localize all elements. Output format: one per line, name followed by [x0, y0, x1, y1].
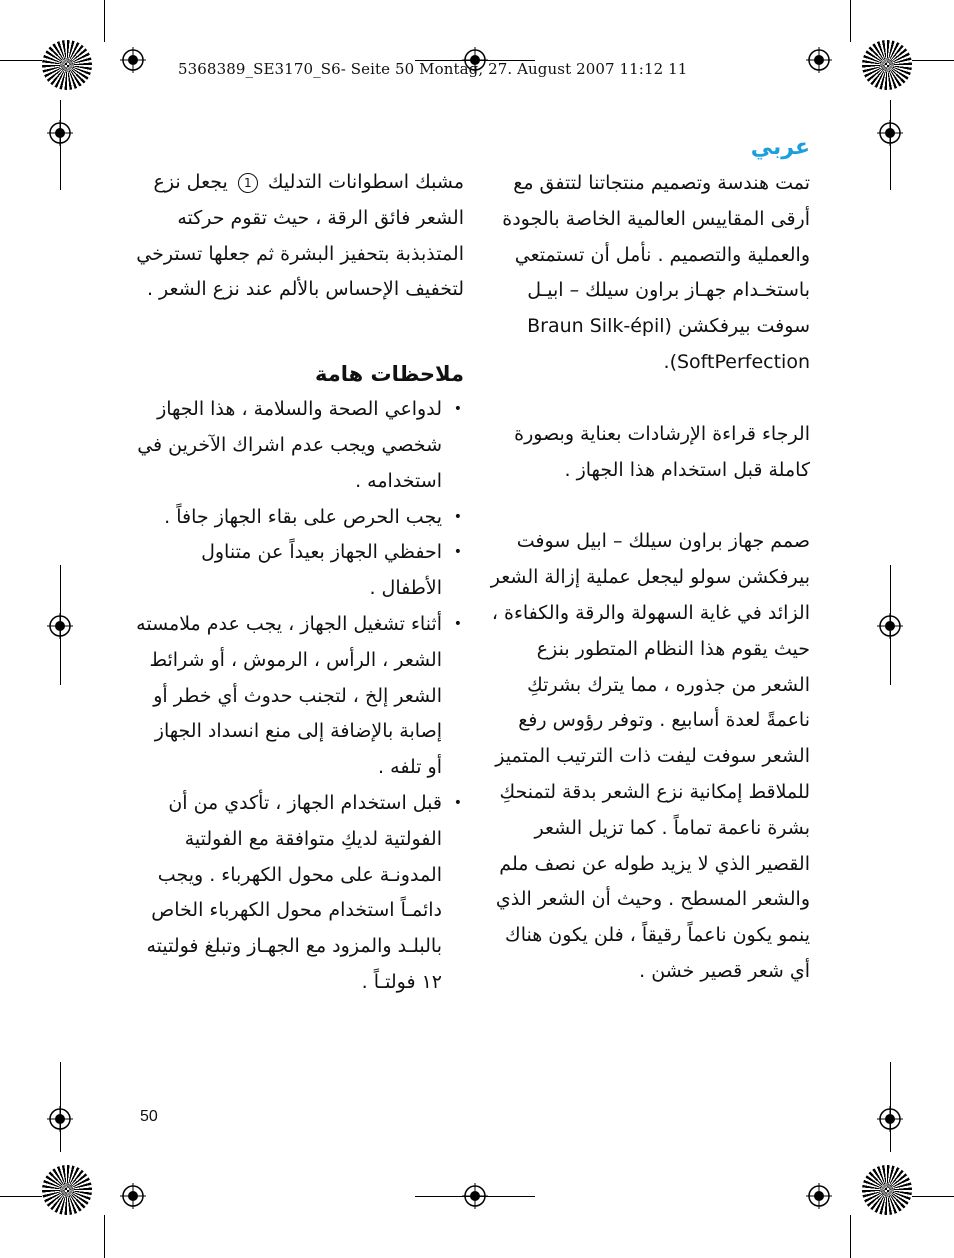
important-notes-heading: ملاحظات هامة	[314, 362, 464, 387]
page-number: 50	[140, 1108, 158, 1125]
crop-mark-top-right-vertical	[850, 0, 851, 42]
right-text-column	[490, 130, 810, 990]
list-item	[136, 392, 464, 499]
registration-mark-icon	[877, 1106, 903, 1132]
language-title: عربي	[750, 135, 810, 160]
starburst-target-icon	[42, 40, 92, 90]
callout-number-marker: 1	[238, 173, 258, 193]
print-slug-line: 5368389_SE3170_S6- Seite 50 Montag, 27. August 2007 11:12 11	[178, 60, 688, 78]
registration-mark-icon	[120, 1183, 146, 1209]
crop-mark-bottom-right-vertical	[850, 1215, 851, 1258]
starburst-target-icon	[862, 40, 912, 90]
starburst-target-icon	[862, 1165, 912, 1215]
registration-mark-icon	[806, 47, 832, 73]
crop-mark-top-right-horizontal	[912, 60, 954, 61]
bullet-icon: •	[453, 508, 462, 525]
registration-mark-icon	[877, 613, 903, 639]
bullet-icon: •	[453, 794, 462, 811]
registration-mark-icon	[877, 120, 903, 146]
registration-mark-icon	[47, 1106, 73, 1132]
left-text-column	[136, 165, 464, 1001]
note-text: أثناء تشغيل الجهاز ، يجب عدم ملامسته الشعر ، الرأس ، الرموش ، أو شرائط الشعر إلخ ، لتجنب حدوث أي خطر أو إصابة بالإضافة إلى منع انسداد الجهاز أو تلفه .	[136, 612, 442, 779]
crop-mark-bottom-left-horizontal	[0, 1196, 42, 1197]
product-description-paragraph: صمم جهاز براون سيلك – ابيل سوفت بيرفكشن سولو ليجعل عملية إزالة الشعر الزائد في غاية السهولة والرقة والكفاءة ، حيث يقوم هذا النظام المتطور بنزع الشعر من جذوره ، مما يترك بشرتكِ ناعمةً لعدة أسابيع . وتوفر رؤوس رفع الشعر سوفت ليفت ذات الترتيب المتميز للملاقط إمكانية نزع الشعر بدقة لتمنحكِ بشرة ناعمة تماماً . كما تزيل الشعر القصير الذي لا يزيد طوله عن نصف ملم والشعر المسطح . وحيث أن الشعر الذي ينمو يكون ناعماً رقيقاً ، فلن يكون هناك أي شعر قصير خشن .	[490, 530, 810, 982]
crop-mark-bottom-right-horizontal	[912, 1196, 954, 1197]
crop-mark-bottom-left-vertical	[104, 1215, 105, 1258]
crop-mark-top-left-vertical	[104, 0, 105, 42]
massage-rollers-text-end: يجعل نزع الشعر فائق الرقة ، حيث تقوم حركته المتذبذبة بتحفيز البشرة ثم جعلها تسترخي لتخفيف الإحساس بالألم عند نزع الشعر .	[136, 171, 464, 301]
list-item	[136, 607, 464, 786]
instructions-paragraph: الرجاء قراءة الإرشادات بعناية وبصورة كاملة قبل استخدام هذا الجهاز .	[514, 422, 810, 481]
note-text: يجب الحرص على بقاء الجهاز جافاً .	[164, 505, 442, 528]
important-notes-list	[136, 392, 464, 1001]
note-text: قبل استخدام الجهاز ، تأكدي من أن الفولتية لديكِ متوافقة مع الفولتية المدونـة على محول الكهرباء . ويجب دائمـاً استخدام محول الكهرباء الخاص بالبلـد والمزود مع الجهـاز وتبلغ فولتيته ١٢ فولتـاً .	[146, 791, 442, 993]
list-item	[136, 500, 464, 536]
list-item	[136, 535, 464, 607]
crop-mark-top-left-horizontal	[0, 60, 42, 61]
bullet-icon: •	[453, 615, 462, 632]
note-text: احفظي الجهاز بعيداً عن متناول الأطفال .	[201, 541, 442, 600]
registration-mark-icon	[462, 1183, 488, 1209]
registration-mark-icon	[806, 1183, 832, 1209]
intro-paragraph: تمت هندسة وتصميم منتجاتنا لتتفق مع أرقى المقاييس العالمية الخاصة بالجودة والعملية والتصميم . نأمل أن تستمتعي باستخـدام جهـاز براون سيلك – ابيـل سوفت بيرفكشن (Braun Silk-épil SoftPerfection).	[502, 172, 810, 373]
bullet-icon: •	[453, 544, 462, 561]
registration-mark-icon	[120, 47, 146, 73]
note-text: لدواعي الصحة والسلامة ، هذا الجهاز شخصي ويجب عدم اشراك الآخرين في استخدامه .	[137, 398, 442, 492]
massage-rollers-text-start: مشبك اسطوانات التدليك	[267, 171, 464, 193]
bullet-icon: •	[453, 401, 462, 418]
registration-mark-icon	[47, 120, 73, 146]
starburst-target-icon	[42, 1165, 92, 1215]
registration-mark-icon	[47, 613, 73, 639]
list-item	[136, 786, 464, 1001]
massage-rollers-paragraph	[136, 165, 464, 308]
